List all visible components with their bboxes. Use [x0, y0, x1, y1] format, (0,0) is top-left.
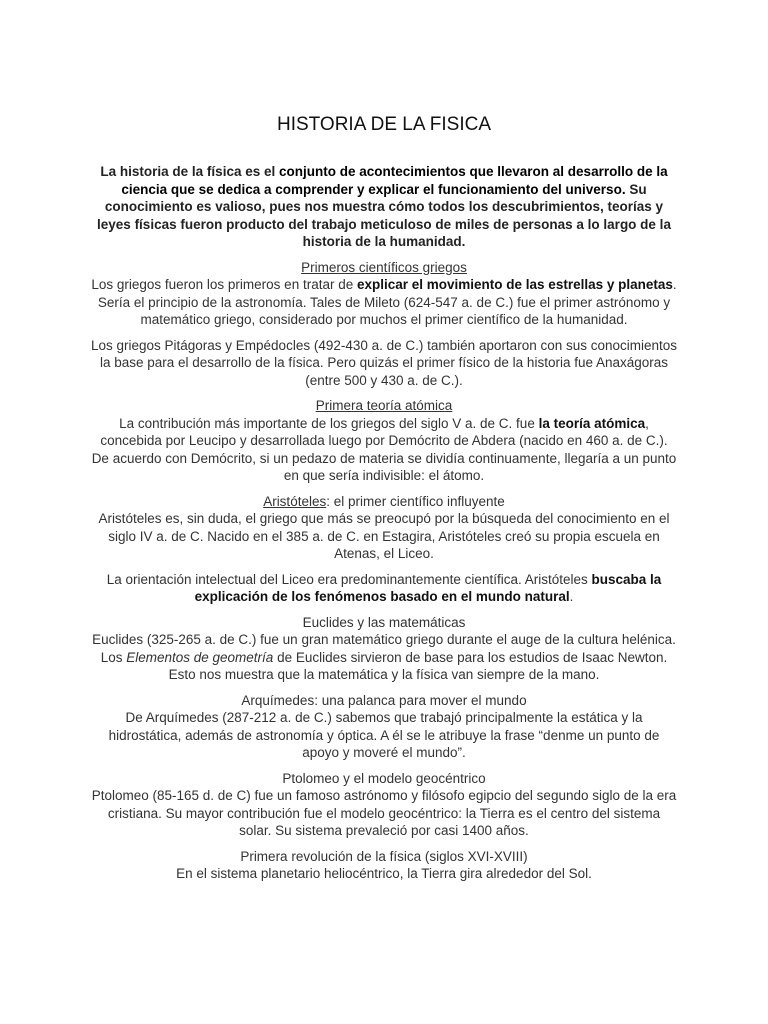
section-arquimedes	[90, 692, 678, 762]
section-revolucion	[90, 848, 678, 883]
intro-bold-text: conjunto de acontecimientos que llevaron al desarrollo de la ciencia que se dedica a comprender y explicar el funcionamiento del universo.	[121, 164, 668, 197]
section-italic-text: Elementos de geometría	[126, 649, 274, 665]
section-text: Los griegos Pitágoras y Empédocles (492-430 a. de C.) también aportaron con sus conocimientos la base para el desarrollo de la física. Pero quizás el primer físico de la historia fue Anaxágoras (entre 500 y 430 a. de C.).	[90, 337, 678, 388]
intro-text-1: La historia de la física es el	[100, 164, 279, 179]
section-text-1: Los griegos fueron los primeros en tratar de	[91, 277, 357, 292]
section-heading-link[interactable]: Primeros científicos griegos	[301, 259, 467, 275]
section-heading	[90, 493, 678, 511]
section-bold-text: buscaba la explicación de los fenómenos basado en el mundo natural	[194, 571, 662, 604]
section-heading: Ptolomeo y el modelo geocéntrico	[282, 770, 486, 786]
section-heading: Arquímedes: una palanca para mover el mundo	[241, 692, 527, 708]
section-text-1: Euclides (325-265 a. de C.) fue un gran matemático griego durante el auge de la cultura helénica. Los	[92, 632, 676, 665]
section-bold-text: explicar el movimiento de las estrellas y planetas	[356, 277, 673, 292]
section-text-2: . Sería el principio de la astronomía. Tales de Mileto (624-547 a. de C.) fue el primer astrónomo y matemático griego, considerado por muchos el primer científico de la humanidad.	[97, 277, 677, 327]
section-primeros-cientificos	[90, 259, 678, 329]
section-text: Ptolomeo (85-165 d. de C) fue un famoso astrónomo y filósofo egipcio del segundo siglo de la era cristiana. Su mayor contribución fue el modelo geocéntrico: la Tierra es el centro del sistema solar. Su sistema prevaleció por casi 1400 años.	[91, 788, 677, 838]
section-bold-text: la teoría atómica	[538, 415, 646, 431]
section-heading: Euclides y las matemáticas	[302, 614, 466, 630]
document-title: HISTORIA DE LA FISICA	[277, 114, 491, 135]
section-heading-rest: : el primer científico influyente	[326, 493, 505, 509]
section-text: En el sistema planetario heliocéntrico, la Tierra gira alrededor del Sol.	[176, 866, 592, 881]
section-text-2: de Euclides sirvieron de base para los estudios de Isaac Newton. Esto nos muestra que la matemática y la física van siempre de la mano.	[168, 649, 668, 682]
section-text-2: , concebida por Leucipo y desarrollada luego por Demócrito de Abdera (nacido en 460 a. de C.). De acuerdo con Demócrito, si un pedazo de materia se dividía continuamente, llegaría a un punto en que sería indivisible: el átomo.	[91, 415, 677, 483]
intro-text-2: Su conocimiento es valioso, pues nos muestra cómo todos los descubrimientos, teorías y leyes físicas fueron producto del trabajo meticuloso de miles de personas a lo largo de la historia de la humanidad.	[97, 181, 671, 249]
section-text: De Arquímedes (287-212 a. de C.) sabemos que trabajó principalmente la estática y la hidrostática, además de astronomía y óptica. A él se le atribuye la frase “denme un punto de apoyo y moveré el mundo”.	[108, 710, 660, 760]
section-text-1: La contribución más importante de los griegos del siglo V a. de C. fue	[119, 415, 539, 431]
section-aristoteles	[90, 493, 678, 563]
section-pitagoras	[90, 337, 678, 390]
section-ptolomeo	[90, 770, 678, 840]
section-liceo	[90, 571, 678, 606]
aristoteles-link[interactable]: Aristóteles	[263, 493, 327, 509]
section-teoria-atomica	[90, 397, 678, 485]
section-text-2: .	[569, 589, 574, 604]
section-euclides	[90, 614, 678, 684]
section-heading: Primera revolución de la física (siglos XVI-XVIII)	[240, 848, 528, 864]
section-text: Aristóteles es, sin duda, el griego que más se preocupó por la búsqueda del conocimiento en el siglo IV a. de C. Nacido en el 385 a. de C. en Estagira, Aristóteles creó su propia escuela en Atenas, el Liceo.	[98, 511, 670, 561]
section-heading-link[interactable]: Primera teoría atómica	[315, 398, 453, 413]
intro-paragraph	[90, 163, 678, 251]
section-text-1: La orientación intelectual del Liceo era predominantemente científica. Aristóteles	[106, 571, 592, 587]
